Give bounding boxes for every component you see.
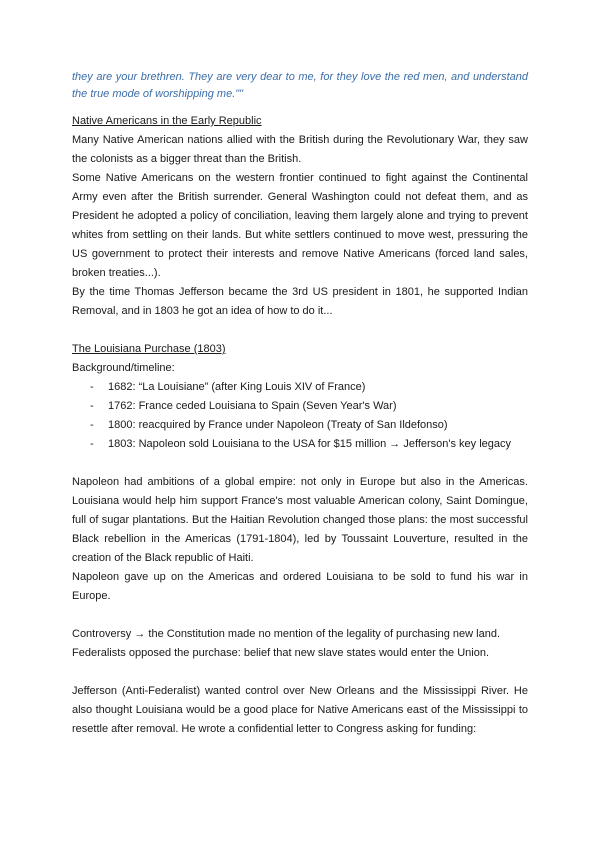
bullet-dash: -	[90, 438, 94, 450]
paragraph-native-2: Some Native Americans on the western frontier continued to fight against the Continental Army even after the British surrender. General Washington could not defeat them, and as President he adopted a policy of conciliation, leaving them largely alone and trying to prevent whites from settling on their lands. But white settlers continued to move west, pressuring the US government to protect their interests and remove Native Americans (forced land sales, broken treaties...).	[72, 172, 528, 279]
quote-text: they are your brethren. They are very dear to me, for they love the red men, and understand the true mode of worshipping me.""	[72, 71, 528, 100]
heading-native-americans: Native Americans in the Early Republic	[72, 115, 262, 127]
bullet-dash: -	[90, 419, 94, 431]
timeline-item	[72, 435, 528, 454]
spacer	[72, 606, 528, 625]
bullet-dash: -	[90, 400, 94, 412]
timeline-list	[72, 378, 528, 454]
spacer	[72, 454, 528, 473]
paragraph-napoleon-1: Napoleon had ambitions of a global empire: not only in Europe but also in the Americas. Louisiana would help him support France's most valuable American colony, Saint Domingue, full of sugar plantations. But the Haitian Revolution changed those plans: the most successful Black rebellion in the Americas (1791-1804), led by Toussaint Louverture, resulted in the creation of the Black republic of Haiti.	[72, 476, 528, 564]
timeline-item-text: 1803: Napoleon sold Louisiana to the USA for $15 million → Jefferson's key legacy	[108, 438, 512, 450]
bullet-dash: -	[90, 381, 94, 393]
timeline-item	[72, 397, 528, 416]
paragraph-jefferson: Jefferson (Anti-Federalist) wanted control over New Orleans and the Mississippi River. He also thought Louisiana would be a good place for Native Americans east of the Mississippi to resettle after removal. He wrote a confidential letter to Congress asking for funding:	[72, 685, 528, 735]
paragraph-native-1: Many Native American nations allied with the British during the Revolutionary War, they saw the colonists as a bigger threat than the British.	[72, 134, 528, 165]
timeline-item-text: 1762: France ceded Louisiana to Spain (Seven Year's War)	[108, 400, 397, 412]
paragraph-controversy-2: Federalists opposed the purchase: belief that new slave states would enter the Union.	[72, 647, 490, 659]
heading-louisiana-purchase: The Louisiana Purchase (1803)	[72, 343, 226, 355]
timeline-item-text: 1682: “La Louisiane” (after King Louis XIV of France)	[108, 381, 366, 393]
timeline-item-text: 1800: reacquired by France under Napoleon (Treaty of San Ildefonso)	[108, 419, 448, 431]
spacer	[72, 321, 528, 340]
timeline-item	[72, 378, 528, 397]
document-page	[72, 69, 528, 739]
spacer	[72, 663, 528, 682]
timeline-intro: Background/timeline:	[72, 362, 175, 374]
timeline-item	[72, 416, 528, 435]
paragraph-controversy-1: Controversy → the Constitution made no mention of the legality of purchasing new land.	[72, 628, 501, 640]
paragraph-native-3: By the time Thomas Jefferson became the 3rd US president in 1801, he supported Indian Removal, and in 1803 he got an idea of how to do it...	[72, 286, 528, 317]
paragraph-napoleon-2: Napoleon gave up on the Americas and ordered Louisiana to be sold to fund his war in Europe.	[72, 571, 528, 602]
